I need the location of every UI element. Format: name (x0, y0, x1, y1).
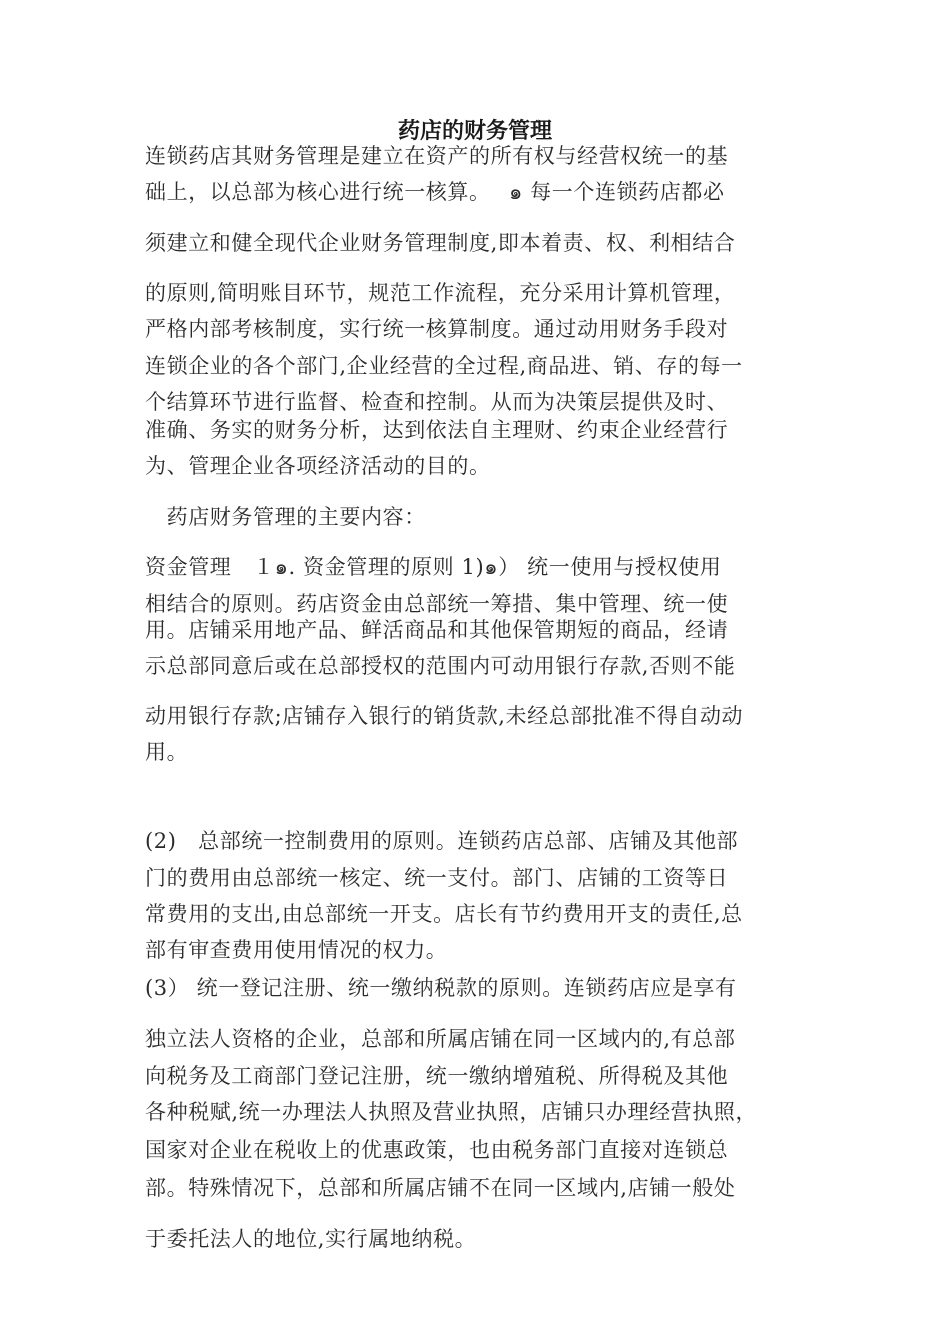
text-line: 资金管理 １๑. 资金管理的原则 1)๑） 统一使用与授权使用 (145, 555, 722, 579)
text-line: (2) 总部统一控制费用的原则。连锁药店总部、店铺及其他部 (145, 829, 739, 853)
text-line: 用。 (145, 740, 189, 764)
text-line: 独立法人资格的企业，总部和所属店铺在同一区域内的,有总部 (145, 1027, 736, 1051)
text-line: 的原则,简明账目环节，规范工作流程，充分采用计算机管理， (145, 281, 736, 305)
text-line: 向税务及工商部门登记注册，统一缴纳增殖税、所得税及其他 (145, 1064, 729, 1088)
text-line: 准确、务实的财务分析，达到依法自主理财、约束企业经营行 (145, 418, 729, 442)
text-line: (3） 统一登记注册、统一缴纳税款的原则。连锁药店应是享有 (145, 976, 737, 1000)
text-line: 国家对企业在税收上的优惠政策，也由税务部门直接对连锁总 (145, 1138, 729, 1162)
text-line: 动用银行存款;店铺存入银行的销货款,未经总部批准不得自动动 (145, 704, 744, 728)
text-line: 相结合的原则。药店资金由总部统一筹措、集中管理、统一使 (145, 592, 729, 616)
text-line: 部有审查费用使用情况的权力。 (145, 938, 448, 962)
text-line: 门的费用由总部统一核定、统一支付。部门、店铺的工资等日 (145, 866, 729, 890)
text-line: 示总部同意后或在总部授权的范围内可动用银行存款,否则不能 (145, 654, 736, 678)
text-line: 连锁企业的各个部门,企业经营的全过程,商品进、销、存的每一 (145, 354, 743, 378)
text-line: 于委托法人的地位,实行属地纳税。 (145, 1227, 477, 1251)
text-line: 个结算环节进行监督、检查和控制。从而为决策层提供及时、 (145, 390, 729, 414)
text-line: 础上，以总部为核心进行统一核算。 ๑ 每一个连锁药店都必 (145, 180, 725, 204)
text-line: 用。店铺采用地产品、鲜活商品和其他保管期短的商品，经请 (145, 618, 729, 642)
text-line: 部。特殊情况下，总部和所属店铺不在同一区域内,店铺一般处 (145, 1176, 736, 1200)
document-title: 药店的财务管理 (397, 118, 552, 144)
text-line: 常费用的支出,由总部统一开支。店长有节约费用开支的责任,总 (145, 902, 743, 926)
text-line: 连锁药店其财务管理是建立在资产的所有权与经营权统一的基 (145, 144, 729, 168)
text-line: 严格内部考核制度，实行统一核算制度。通过动用财务手段对 (145, 317, 729, 341)
section-heading: 药店财务管理的主要内容： (145, 505, 426, 529)
text-line: 为、管理企业各项经济活动的目的。 (145, 454, 491, 478)
text-line: 须建立和健全现代企业财务管理制度,即本着责、权、利相结合 (145, 231, 736, 255)
text-line: 各种税赋,统一办理法人执照及营业执照，店铺只办理经营执照， (145, 1100, 758, 1124)
